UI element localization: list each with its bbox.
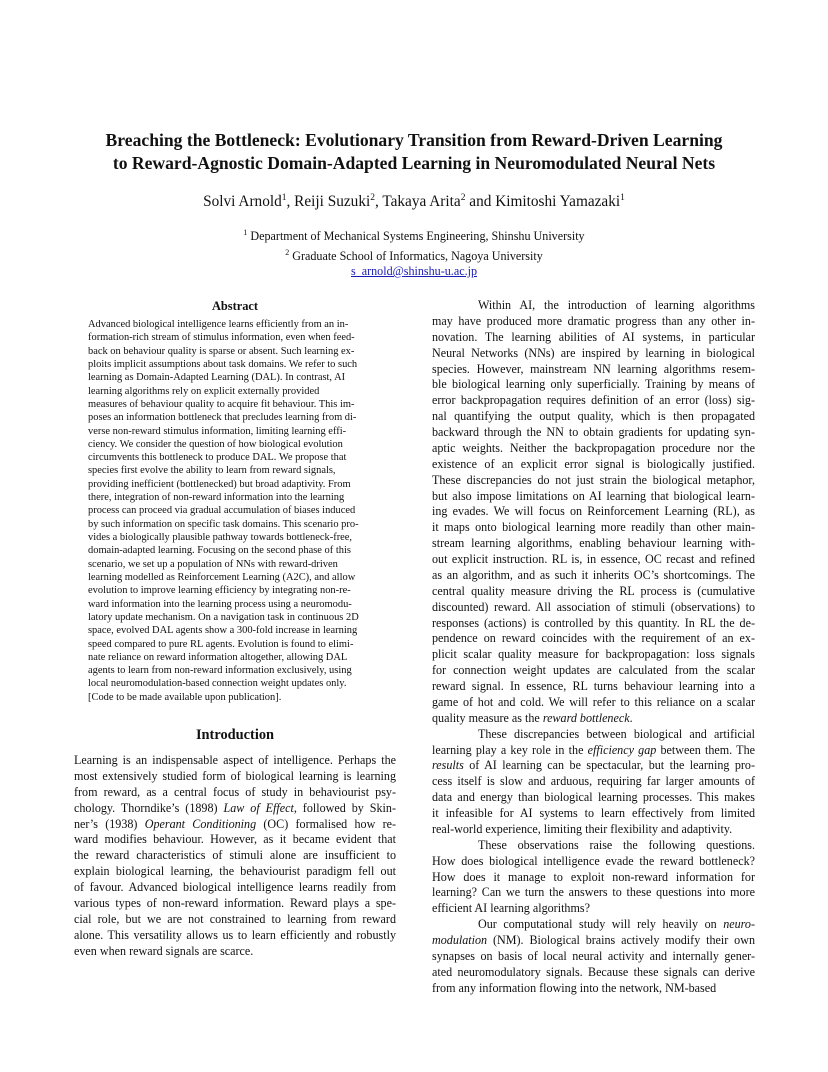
right-column-body (432, 298, 755, 997)
affiliation-mark: 2 (285, 247, 290, 257)
paragraph-line: Within AI, the introduction of learning algorithms (478, 298, 755, 312)
author-name: Reiji Suzuki (294, 193, 371, 211)
paragraph-line: stream learning algorithms, enabling behaviour learning with- (432, 536, 755, 551)
paragraph-line: out explicit instruction. RL is, in essence, OC recast and refined (432, 552, 755, 566)
paragraph-line: backward through the NN to obtain gradients for updating syn- (432, 425, 755, 439)
paragraph-line: How does it manage to exploit non-reward information for (432, 869, 755, 884)
paragraph-line: error backpropagation requires definition of an error (loss) sig- (432, 393, 755, 408)
abstract-body (88, 318, 382, 704)
paragraph-line: These discrepancies do not just strain the biological metaphor, (432, 472, 755, 487)
paragraph-line: nal quantifying the output quality, which is then propagated (432, 409, 755, 424)
abstract-line: [Code to be made available upon publication]. (88, 691, 282, 703)
email-link[interactable]: s_arnold@shinshu-u.ac.jp (350, 264, 477, 279)
abstract-line: circumvents this bottleneck to produce DAL. We propose that (88, 452, 347, 464)
paragraph-line: existence of an explicit error signal is biologically justified. (432, 456, 755, 471)
abstract-line: latory update mechanism. On a navigation task in continuous 2D (88, 611, 359, 623)
abstract-line: domain-adapted learning. Focusing on the second phase of this (88, 545, 351, 557)
paragraph-line: plicit scalar quality measure for backpropagation: loss signals (432, 647, 755, 662)
paragraph-line: ble biological learning only superficially. Training by means of (432, 377, 755, 392)
abstract-line: learning as Domain-Adapted Learning (DAL). In contrast, AI (88, 372, 346, 384)
author-affil-mark: 1 (281, 193, 287, 203)
abstract-line: measures of behaviour quality to acquire fit behaviour. This im- (88, 398, 355, 410)
affiliations (40, 225, 788, 280)
abstract-line: by such information on specific task domains. This scenario pro- (88, 518, 359, 530)
author-name: Takaya Arita (382, 193, 461, 211)
paragraph-line: quality measure as the reward bottleneck. (432, 710, 633, 725)
affiliation-mark: 1 (243, 228, 248, 237)
abstract-line: formation-rich stream of stimulus information, even when feed- (88, 332, 355, 344)
affiliation-2 (40, 245, 788, 265)
paragraph-line: aptic weights. Neither the backpropagation procedure nor the (432, 440, 755, 455)
abstract-line: Advanced biological intelligence learns efficiently from an in- (88, 319, 349, 330)
paragraph-line: ner’s (1938) Operant Conditioning (OC) formalised how re- (74, 816, 397, 831)
abstract-line: ciency. We consider the question of how biological evolution (88, 438, 343, 450)
paragraph-line: may have produced more dramatic progress than any other in- (432, 313, 755, 328)
paragraph-line: responses (actions) is controlled by this quantity. In RL the de- (432, 615, 755, 630)
abstract-line: evolution to improve learning efficiency by integrating non-re- (88, 585, 351, 597)
paragraph-line: species. However, mainstream NN learning algorithms resem- (432, 361, 755, 376)
paragraph-line: How does biological intelligence evade the reward bottleneck? (432, 853, 755, 868)
paragraph-line: These observations raise the following questions. (478, 837, 755, 852)
paragraph-line: discounted) reward. All association of stimuli (observations) to (432, 599, 755, 614)
affiliation-1 (40, 225, 788, 245)
abstract-line: ward information into the learning process using a neuromodu- (88, 598, 352, 610)
paragraph-line: for connection weight updates are calculated from the scalar (432, 663, 755, 678)
abstract-line: speed compared to pure RL agents. Evolution is found to elimi- (88, 638, 354, 650)
author-separator: , (286, 193, 295, 211)
paragraph-line: alone. This versatility allows us to learn efficiently and robustly (74, 927, 396, 942)
author-name: Kimitoshi Yamazaki (495, 193, 621, 211)
paragraph-line: from reward, as a central focus of study in behaviourist psy- (74, 784, 396, 799)
paragraph-line: various types of non-reward information. Reward plays a spe- (74, 895, 396, 910)
paragraph-line: chology. Thorndike’s (1898) Law of Effect, followed by Skin- (74, 800, 396, 815)
abstract-line: there, integration of non-reward information into the learning (88, 492, 345, 504)
author-list (40, 188, 788, 212)
abstract-line: local neuromodulation-based connection weight updates only. (88, 678, 347, 690)
paragraph-line: reward signal. In essence, RL turns behaviour learning into a (432, 679, 755, 693)
affiliation-text: Graduate School of Informatics, Nagoya University (292, 248, 543, 263)
paragraph-line: real-world experience, limiting their flexibility and adaptivity. (432, 821, 733, 836)
paragraph-line: modulation (NM). Biological brains actively modify their own (432, 933, 755, 947)
paragraph-line: central quality measure driving the RL process is (cumulative (432, 583, 755, 598)
abstract-line: agents to learn from non-reward information exclusively, using (88, 665, 352, 677)
abstract-line: process can proceed via gradual accumulation of biases induced (88, 505, 356, 517)
paragraph-line: data and energy than biological learning processes. This makes (432, 790, 755, 805)
abstract-line: ploits implicit assumptions about task domains. We refer to such (88, 358, 358, 370)
paragraph-line: These discrepancies between biological and artificial (478, 726, 755, 741)
paragraph-line: it maps onto biological learning more readily than other main- (432, 520, 755, 535)
title-line-2: to Reward-Agnostic Domain-Adapted Learning in Neuromodulated Neural Nets (112, 153, 716, 173)
abstract-line: vides a biologically plausible pathway towards bottleneck-free, (88, 532, 353, 543)
paragraph-line: efficient AI learning algorithms? (432, 901, 590, 916)
abstract-heading: Abstract (211, 299, 259, 313)
paragraph-line: learning play a key role in the efficiency gap between them. The (432, 742, 755, 757)
introduction-body (74, 753, 396, 959)
affiliation-text: Department of Mechanical Systems Engineering, Shinshu University (250, 229, 585, 244)
paragraph-line: pendence on reward coincides with the requirement of an ex- (432, 631, 755, 646)
paragraph-line: but also impose limitations on AI learning that biological learn- (432, 488, 755, 503)
paper-title (40, 129, 788, 175)
paragraph-line: Learning is an indispensable aspect of intelligence. Perhaps the (74, 753, 396, 767)
paragraph-line: as an algorithm, and as such it inherits OC’s shortcomings. The (432, 567, 755, 582)
paragraph-line: synapses on basis of local neural activity and internally gener- (432, 948, 755, 963)
paragraph-line: Neural Networks (NNs) are inspired by learning in biological (432, 345, 755, 360)
abstract-line: space, evolved DAL agents show a 300-fold increase in learning (88, 625, 358, 637)
author-separator: and (465, 193, 496, 211)
abstract-line: poses an information bottleneck that precludes learning from di- (88, 412, 357, 424)
paragraph-line: results of AI learning can be spectacular, but the learning pro- (432, 758, 755, 773)
paragraph-line: from any information flowing into the network, NM-based (432, 980, 717, 995)
paragraph-line: cess itself is slow and arduous, requiring far larger amounts of (432, 774, 755, 789)
paragraph-line: ward modifies behaviour. However, as it became evident that (74, 832, 396, 847)
abstract-line: learning algorithms rely on explicit externally provided (88, 385, 320, 397)
abstract-line: scenario, we set up a population of NNs with reward-driven (88, 558, 338, 570)
paragraph-line: the reward characteristics of stimuli alone are insufficient to (74, 848, 396, 863)
paragraph-line: game of hot and cold. We will refer to this reliance on a scalar (432, 694, 755, 709)
paragraph-line: of favour. Advanced biological intelligence learns readily from (74, 880, 396, 894)
abstract-line: back on behaviour quality is sparse or absent. Such learning ex- (88, 345, 355, 357)
paragraph-line: it infeasible for AI systems to learn effectively from limited (432, 806, 755, 820)
paragraph-line: ing evades. We will focus on Reinforcement Learning (RL), as (432, 504, 755, 519)
abstract-line: species first evolve the ability to learn from reward signals, (88, 465, 336, 477)
author-separator: , (374, 193, 383, 211)
title-line-1: Breaching the Bottleneck: Evolutionary Transition from Reward-Driven Learning (105, 130, 723, 150)
introduction-heading: Introduction (195, 727, 275, 743)
abstract-line: verse non-reward stimulus information, limiting learning effi- (88, 425, 347, 437)
paragraph-line: cial role, but we are not constrained to learning from reward (74, 911, 396, 926)
abstract-line: learning modelled as Reinforcement Learning (A2C), and allow (88, 571, 356, 583)
paragraph-line: ated neuromodulatory signals. Because these signals can derive (432, 964, 755, 979)
paragraph-line: even when reward signals are scarce. (74, 943, 254, 958)
paragraph-line: novation. The learning abilities of AI systems, in particular (432, 329, 755, 344)
paragraph-line: Our computational study will rely heavily on neuro- (478, 917, 755, 932)
paragraph-line: learning? Can we turn the answers to these questions into more (432, 885, 755, 900)
author-affil-mark: 2 (460, 193, 466, 203)
abstract-line: providing inefficient (bottlenecked) but broad adaptivity. From (88, 478, 351, 490)
author-name: Solvi Arnold (203, 193, 282, 211)
paragraph-line: explain biological learning, the behaviourist paradigm fell out (74, 864, 396, 879)
abstract-line: nate reliance on reward information altogether, allowing DAL (88, 651, 348, 663)
author-affil-mark: 2 (370, 193, 375, 203)
author-affil-mark: 1 (620, 193, 625, 203)
paragraph-line: most extensively studied form of biological learning is learning (74, 768, 396, 783)
